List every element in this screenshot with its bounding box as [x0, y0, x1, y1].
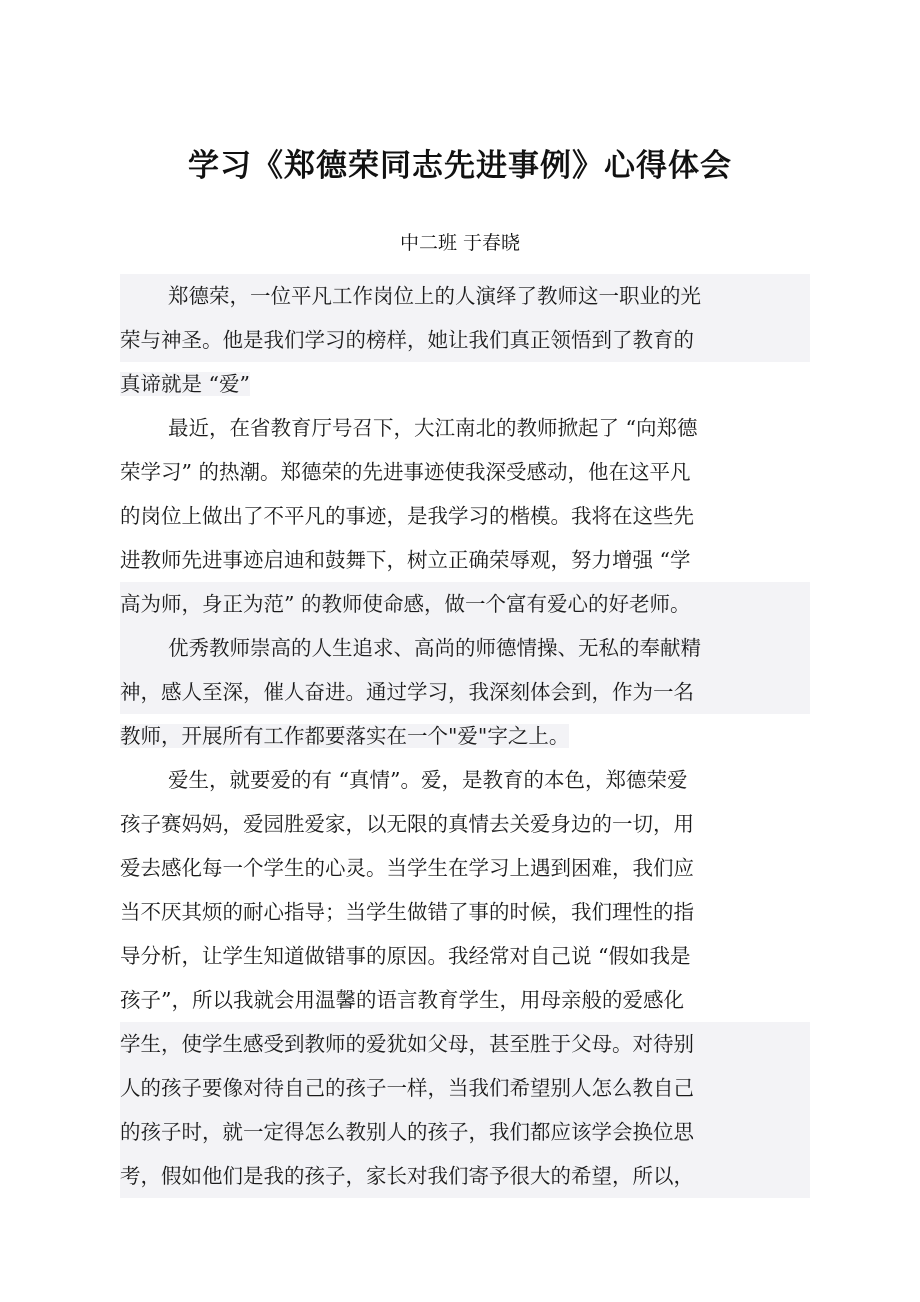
- text-line: 荣与神圣。他是我们学习的榜样，她让我们真正领悟到了教育的: [120, 318, 810, 362]
- text-line: 当不厌其烦的耐心指导；当学生做错了事的时候，我们理性的指: [120, 900, 694, 924]
- text-line: [120, 362, 810, 406]
- text-line-content: 教师，开展所有工作都要落实在一个"爱"字之上。: [120, 724, 570, 748]
- text-line: 优秀教师崇高的人生追求、高尚的师德情操、无私的奉献精: [120, 626, 810, 670]
- text-line: 爱去感化每一个学生的心灵。当学生在学习上遇到困难，我们应: [120, 856, 694, 880]
- text-line: 最近，在省教育厅号召下，大江南北的教师掀起了 “向郑德: [168, 416, 698, 440]
- text-line: 爱生，就要爱的有 “真情”。爱，是教育的本色，郑德荣爱: [168, 768, 688, 792]
- text-line: 考，假如他们是我的孩子，家长对我们寄予很大的希望，所以，: [120, 1154, 810, 1198]
- text-line: 郑德荣，一位平凡工作岗位上的人演绎了教师这一职业的光: [120, 274, 810, 318]
- text-line: 进教师先进事迹启迪和鼓舞下，树立正确荣辱观，努力增强 “学: [120, 548, 691, 572]
- text-line: 的岗位上做出了不平凡的事迹，是我学习的楷模。我将在这些先: [120, 504, 694, 528]
- text-line: 神，感人至深，催人奋进。通过学习，我深刻体会到，作为一名: [120, 670, 810, 714]
- text-line: 孩子”，所以我就会用温馨的语言教育学生，用母亲般的爱感化: [120, 988, 684, 1012]
- text-line: 荣学习” 的热潮。郑德荣的先进事迹使我深受感动，他在这平凡: [120, 460, 691, 484]
- text-line: 导分析，让学生知道做错事的原因。我经常对自己说 “假如我是: [120, 944, 691, 968]
- text-line: 高为师，身正为范” 的教师使命感，做一个富有爱心的好老师。: [120, 582, 810, 626]
- text-line: 学生，使学生感受到教师的爱犹如父母，甚至胜于父母。对待别: [120, 1022, 810, 1066]
- document-title: 学习《郑德荣同志先进事例》心得体会: [188, 148, 732, 184]
- text-line-content: 真谛就是 “爱”: [120, 372, 250, 396]
- text-line: 的孩子时，就一定得怎么教别人的孩子，我们都应该学会换位思: [120, 1110, 810, 1154]
- text-line: 人的孩子要像对待自己的孩子一样，当我们希望别人怎么教自己: [120, 1066, 810, 1110]
- document-body: [120, 274, 810, 1198]
- text-line: 孩子赛妈妈，爱园胜爱家，以无限的真情去关爱身边的一切，用: [120, 812, 694, 836]
- author-line: 中二班 于春晓: [399, 232, 521, 254]
- text-line: [120, 714, 810, 758]
